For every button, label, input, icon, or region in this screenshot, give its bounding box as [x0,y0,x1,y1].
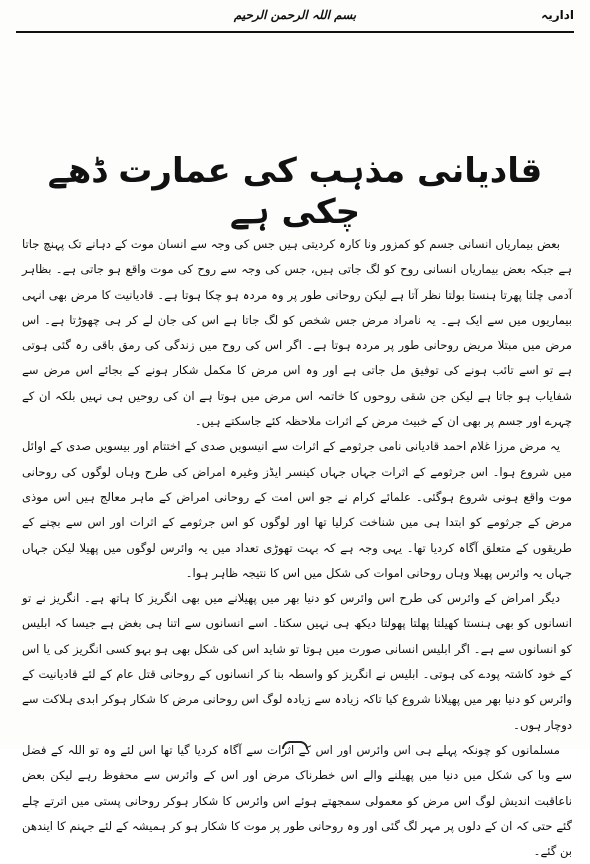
paragraph: مسلمانوں کو چونکہ پہلے ہی اس وائرس اور اس کے اثرات سے آگاہ کردیا گیا تھا اس لئے وہ تو اللہ کے فضل سے وبا کی شکل میں دنیا میں پھیلنے والے اس خطرناک مرض اور اس کے وائرس سے محفوظ رہے لیکن بعض ناعاقبت اندیش لوگ اس مرض کو معمولی سمجھتے ہوئے اس وائرس کا شکار ہوکر روحانی پستی میں اترتے چلے گئے حتی کہ ان کے دلوں پر مہر لگ گئی اور وہ روحانی طور پر موت کا شکار ہو کر ہمیشہ کے لئے جہنم کا ایندھن بن گئے۔ [22,742,572,859]
paragraph: دیگر امراض کے وائرس کی طرح اس وائرس کو دنیا بھر میں پھیلانے میں بھی انگریز کا ہاتھ ہے۔ انگریز نے تو انسانوں کو بھی ہنستا کھیلتا پھلتا پھولتا دیکھ ہی نہیں سکتا۔ اسے انسانوں سے اتنا ہی بغض ہے جیسا کہ ابلیس کو انسانوں سے ہے۔ اگر ابلیس انسانی صورت میں ہوتا تو شاید اس کی شکل بھی ہو بہو کسی انگریز کی یا اس کے خود کاشتہ پودے کی ہوتی۔ ابلیس نے انگریز کو واسطہ بنا کر انسانوں کے روحانی قتل عام کے لئے قادیانیت کے وائرس کو دنیا بھر میں پھیلانا شروع کیا تاکہ زیادہ سے زیادہ لوگ اس روحانی مرض کا شکار ہوکر ابدی ہلاکت سے دوچار ہوں۔ [22,591,572,732]
invocation-heading: بسم اللہ الرحمن الرحیم [233,8,357,22]
article-body [22,232,572,864]
paragraph: یہ مرض مرزا غلام احمد قادیانی نامی جرثومے کے اثرات سے انیسویں صدی کے اختتام اور بیسویں صدی کے اوائل میں شروع ہوا۔ اس جرثومے کے اثرات جہاں جہاں کینسر ایڈز وغیرہ امراض کی طرح وہاں لوگوں کی روحانی موت واقع ہونی شروع ہوگئی۔ علمائے کرام نے جو اس امت کے روحانی امراض کے ماہر معالج ہیں اس موذی مرض کے جرثومے کو ابتدا ہی میں شناخت کرلیا تھا اور لوگوں کو اس جرثومے کے اثرات اور اس سے بچنے کے طریقوں کے متعلق آگاہ کردیا تھا۔ یہی وجہ ہے کہ بہت تھوڑی تعداد میں یہ وائرس لوگوں میں پھیلا لیکن جہاں جہاں یہ وائرس پھیلا وہاں روحانی اموات کی شکل میں اس کا نتیجہ ظاہر ہوا۔ [22,439,572,580]
header-rule [16,31,574,33]
article-title: قادیانی مذہب کی عمارت ڈھے چکی ہے [47,151,543,232]
page-number-mark [282,741,308,749]
paragraph: بعض بیماریاں انسانی جسم کو کمزور ونا کارہ کردیتی ہیں جس کی وجہ سے انسان موت کے دہانے تک پہنچ جاتا ہے جبکہ بعض بیماریاں انسانی روح کو لگ جاتی ہیں، جس کی وجہ سے روح کی موت واقع ہو جاتی ہے۔ بظاہر آدمی چلتا پھرتا ہنستا بولتا نظر آتا ہے لیکن روحانی طور پر وہ مردہ ہو چکا ہوتا ہے۔ قادیانیت کا مرض بھی انہی بیماریوں میں سے ایک ہے۔ یہ نامراد مرض جس شخص کو لگ جاتا ہے اس کی جان لے کر ہی چھوڑتا ہے۔ اس مرض میں مبتلا مریض روحانی طور پر مردہ ہوتا ہے۔ اگر اس کی روح میں زندگی کی رمق باقی رہ گئی ہوتی ہے تو اسے تائب ہونے کی توفیق مل جاتی ہے اور وہ اس مرض کا مکمل شکار ہونے کے بجائے اس مرض سے شفایاب ہو جاتا ہے لیکن جن شقی روحوں کا خاتمہ اس مرض میں ہوتا ہے ان کی روحیں ہی نہیں بلکہ ان کے چہرے اور جسم پر بھی ان کے خبیث مرض کے اثرات ملاحظہ کئے جاسکتے ہیں۔ [22,237,572,429]
section-label: اداریہ [541,8,574,22]
